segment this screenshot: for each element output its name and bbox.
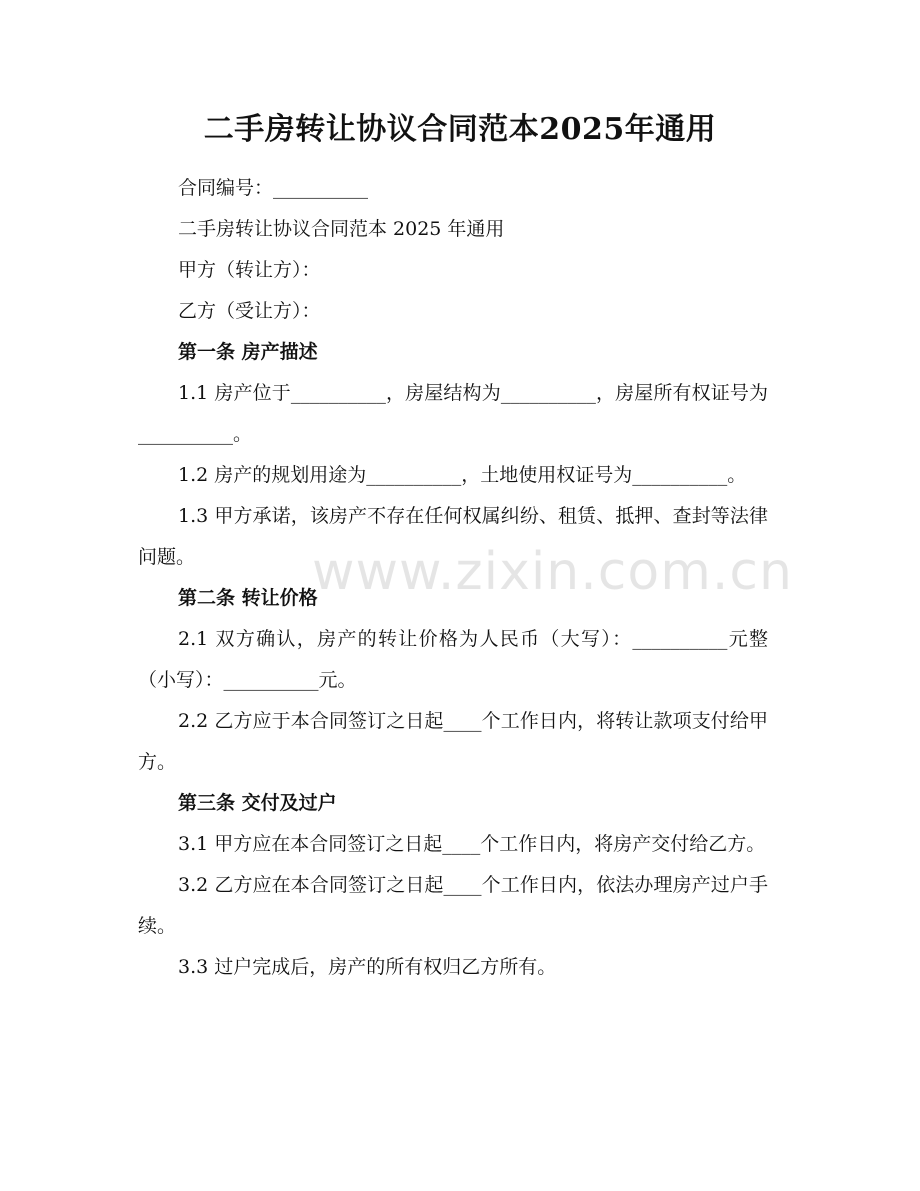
clause-1-1: 1.1 房产位于__________，房屋结构为__________，房屋所有权证号为__________。 (138, 382, 768, 445)
contract-number: 合同编号：__________ (178, 177, 369, 199)
document-subtitle: 二手房转让协议合同范本 2025 年通用 (178, 218, 505, 240)
party-a-line: 甲方（转让方）： (178, 259, 321, 281)
clause-3-3: 3.3 过户完成后，房产的所有权归乙方所有。 (178, 956, 557, 978)
clause-3-1: 3.1 甲方应在本合同签订之日起____个工作日内，将房产交付给乙方。 (178, 833, 766, 855)
watermark-text: www.zixin.com.cn (312, 542, 793, 602)
clause-1-2: 1.2 房产的规划用途为__________，土地使用权证号为__________。 (178, 464, 747, 486)
party-b-line: 乙方（受让方）： (178, 300, 321, 322)
clause-2-1: 2.1 双方确认，房产的转让价格为人民币（大写）：__________元整（小写）：__________元。 (138, 628, 768, 691)
section-heading-1: 第一条 房产描述 (178, 341, 318, 363)
section-heading-3: 第三条 交付及过户 (178, 792, 337, 814)
document-body (138, 168, 768, 988)
section-heading-2: 第二条 转让价格 (178, 587, 318, 609)
clause-1-3: 1.3 甲方承诺，该房产不存在任何权属纠纷、租赁、抵押、查封等法律问题。 (138, 505, 768, 568)
clause-3-2: 3.2 乙方应在本合同签订之日起____个工作日内，依法办理房产过户手续。 (138, 874, 768, 937)
clause-2-2: 2.2 乙方应于本合同签订之日起____个工作日内，将转让款项支付给甲方。 (138, 710, 768, 773)
document-title: 二手房转让协议合同范本2025年通用 (203, 112, 717, 147)
